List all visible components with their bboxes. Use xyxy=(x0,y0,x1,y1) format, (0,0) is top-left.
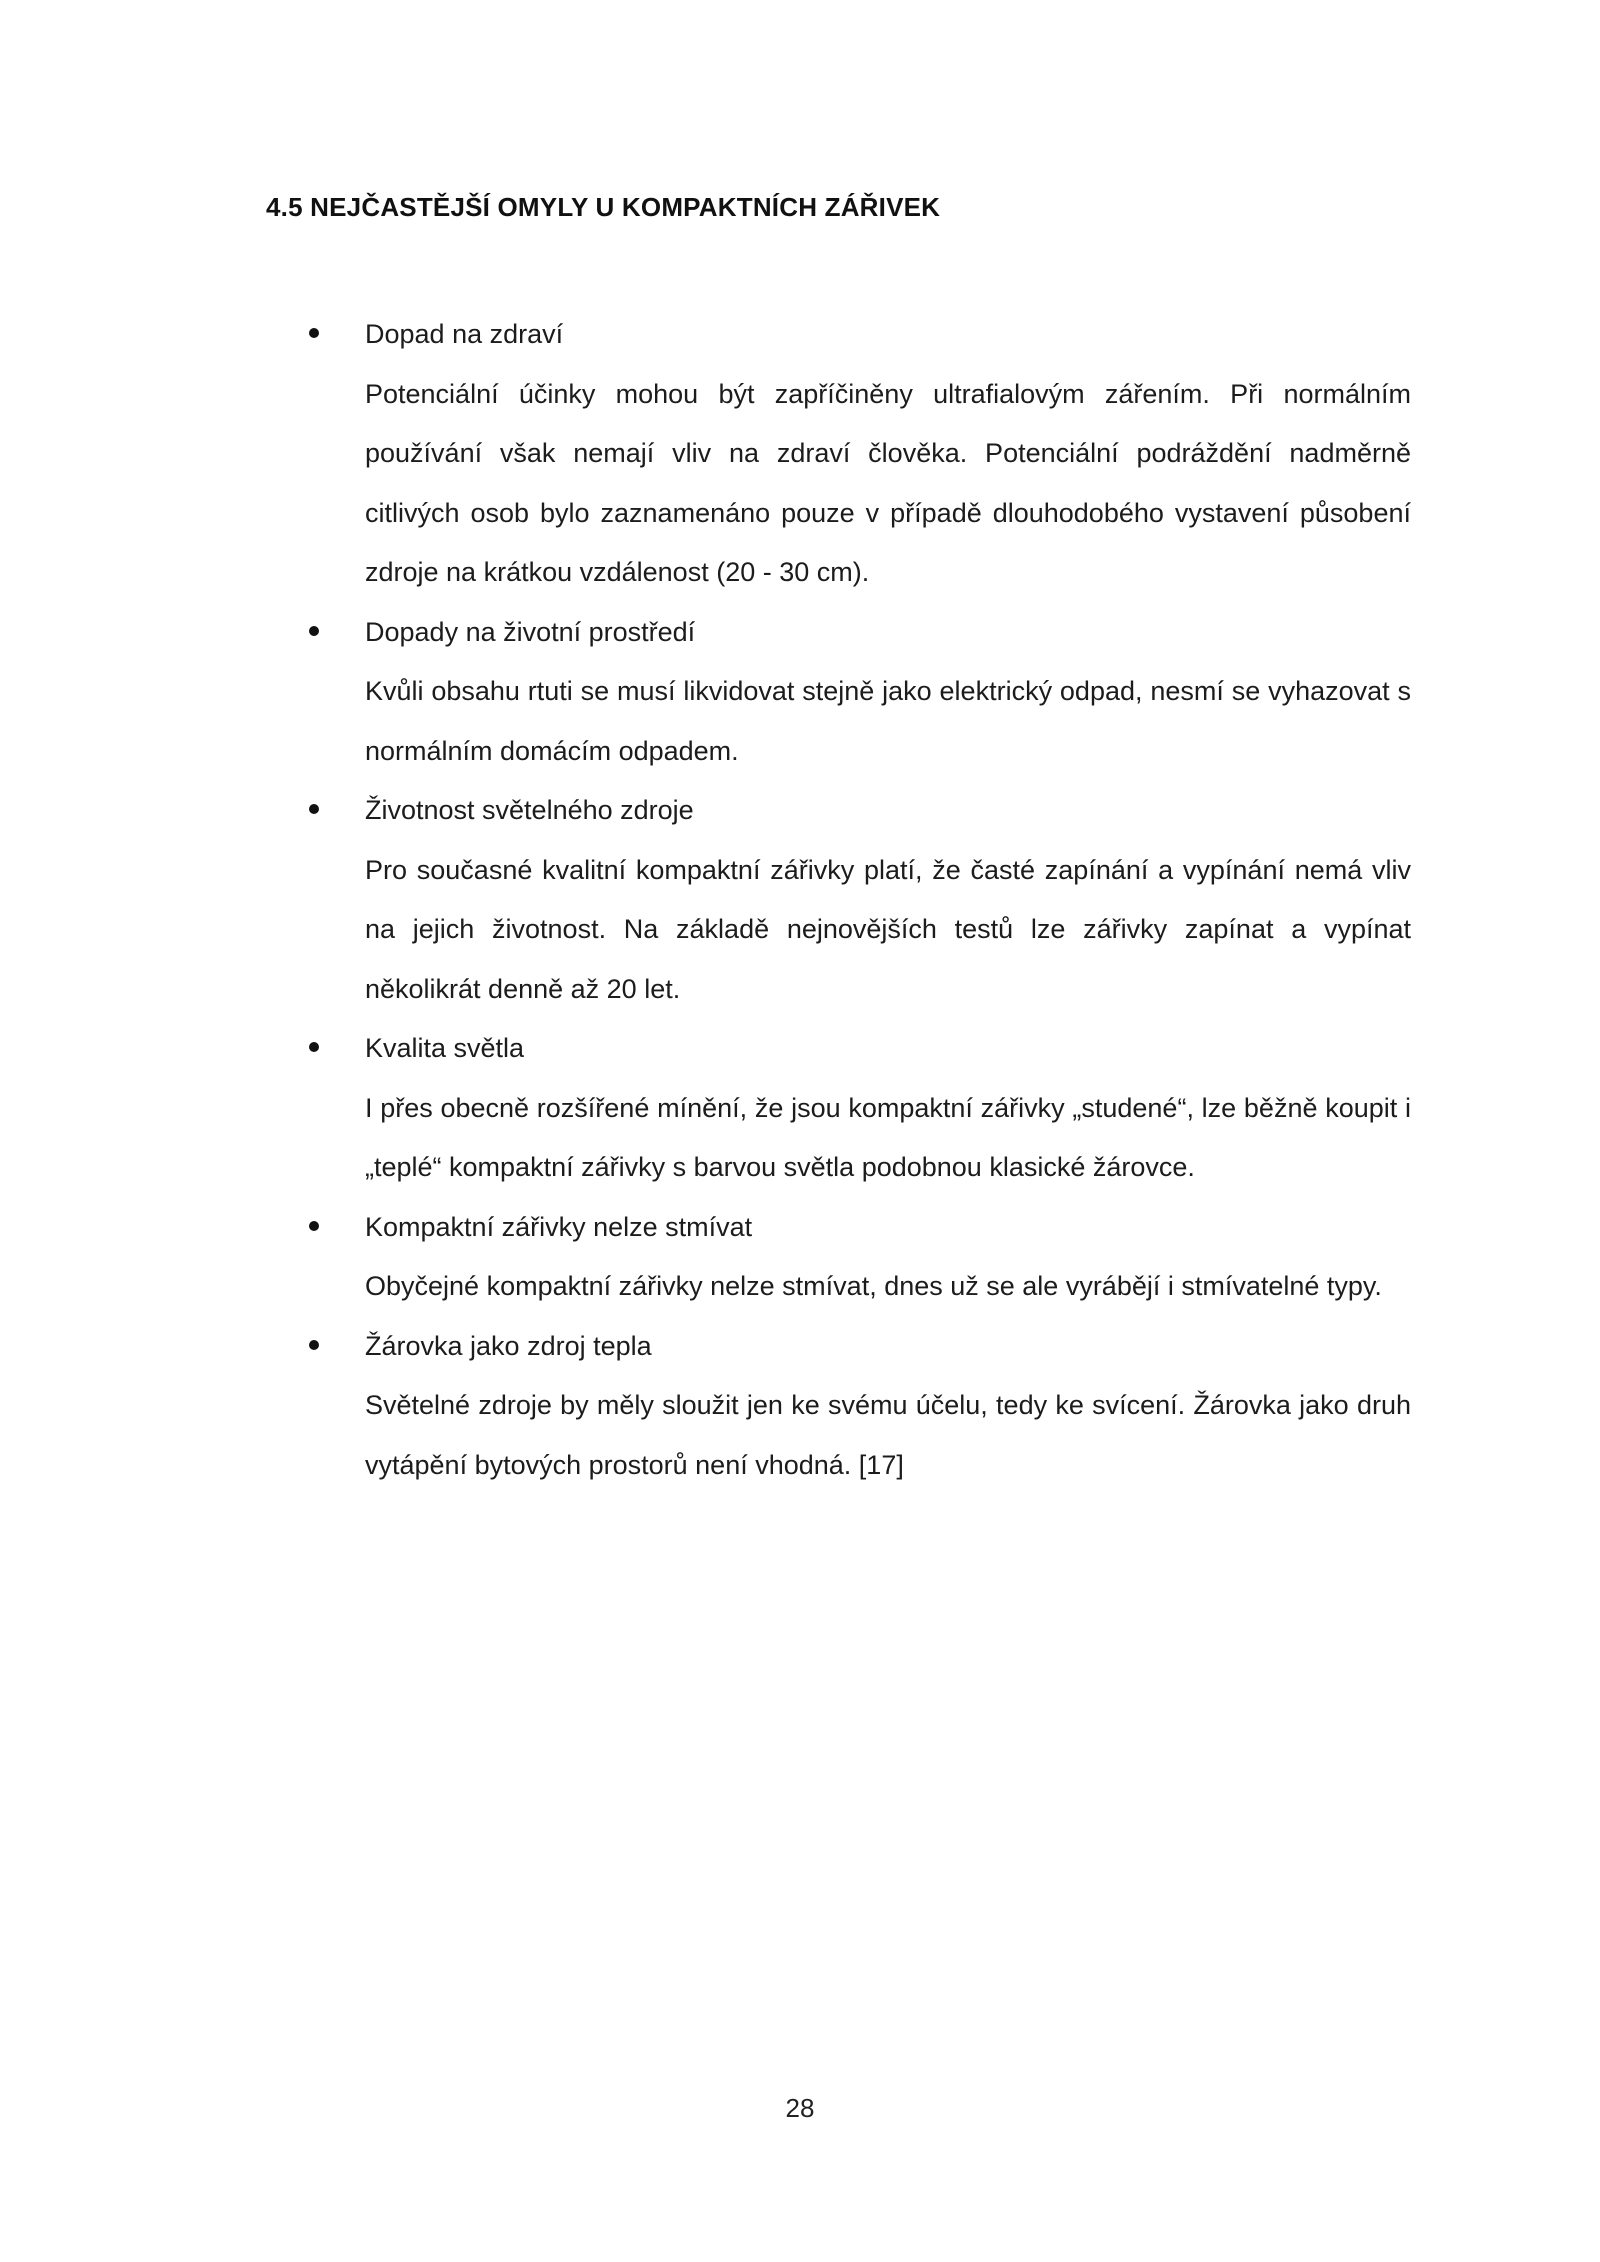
list-item xyxy=(306,1019,1411,1198)
bullet-icon xyxy=(309,804,319,814)
list-item-title: Žárovka jako zdroj tepla xyxy=(365,1330,652,1361)
list-item-text: Kvůli obsahu rtuti se musí likvidovat stejně jako elektrický odpad, nesmí se vyhazovat s normálním domácím odpadem. xyxy=(365,676,1411,766)
list-item-title: Dopad na zdraví xyxy=(365,319,564,349)
list-item-text: Potenciální účinky mohou být zapříčiněny ultrafialovým zářením. Při normálním používání však nemají vliv na zdraví člověka. Potenciální podráždění nadměrně citlivých osob bylo zaznamenáno pouze v případě dlouhodobého vystavení působení zdroje na krátkou vzdálenost (20 - 30 cm). xyxy=(365,378,1411,587)
misconceptions-list xyxy=(306,305,1411,1495)
list-item-title: Kompaktní zářivky nelze stmívat xyxy=(365,1211,753,1242)
list-item xyxy=(306,1317,1411,1496)
list-item-title: Kvalita světla xyxy=(365,1033,525,1063)
section-heading: 4.5 NEJČASTĚJŠÍ OMYLY U KOMPAKTNÍCH ZÁŘIVEK xyxy=(266,192,941,222)
bullet-icon xyxy=(309,1340,319,1350)
list-item-text: Obyčejné kompaktní zářivky nelze stmívat, dnes už se ale vyrábějí i stmívatelné typy. xyxy=(365,1271,1382,1301)
bullet-icon xyxy=(309,1221,319,1231)
list-item-title: Dopady na životní prostředí xyxy=(365,616,696,647)
list-item-text: Světelné zdroje by měly sloužit jen ke svému účelu, tedy ke svícení. Žárovka jako druh vytápění bytových prostorů není vhodná. [17] xyxy=(365,1390,1411,1480)
list-item xyxy=(306,1198,1411,1317)
bullet-icon xyxy=(309,1042,319,1052)
list-item xyxy=(306,603,1411,782)
list-item xyxy=(306,781,1411,1019)
list-item-title: Životnost světelného zdroje xyxy=(365,795,694,825)
list-item-text: Pro současné kvalitní kompaktní zářivky platí, že časté zapínání a vypínání nemá vliv na jejich životnost. Na základě nejnovějších testů lze zářivky zapínat a vypínat několikrát denně až 20 let. xyxy=(365,854,1411,1004)
page-number: 28 xyxy=(785,2093,815,2123)
bullet-icon xyxy=(309,626,319,636)
list-item xyxy=(306,305,1411,603)
bullet-icon xyxy=(309,328,319,338)
list-item-text: I přes obecně rozšířené mínění, že jsou kompaktní zářivky „studené“, lze běžně koupit i „teplé“ kompaktní zářivky s barvou světla podobnou klasické žárovce. xyxy=(365,1092,1411,1182)
